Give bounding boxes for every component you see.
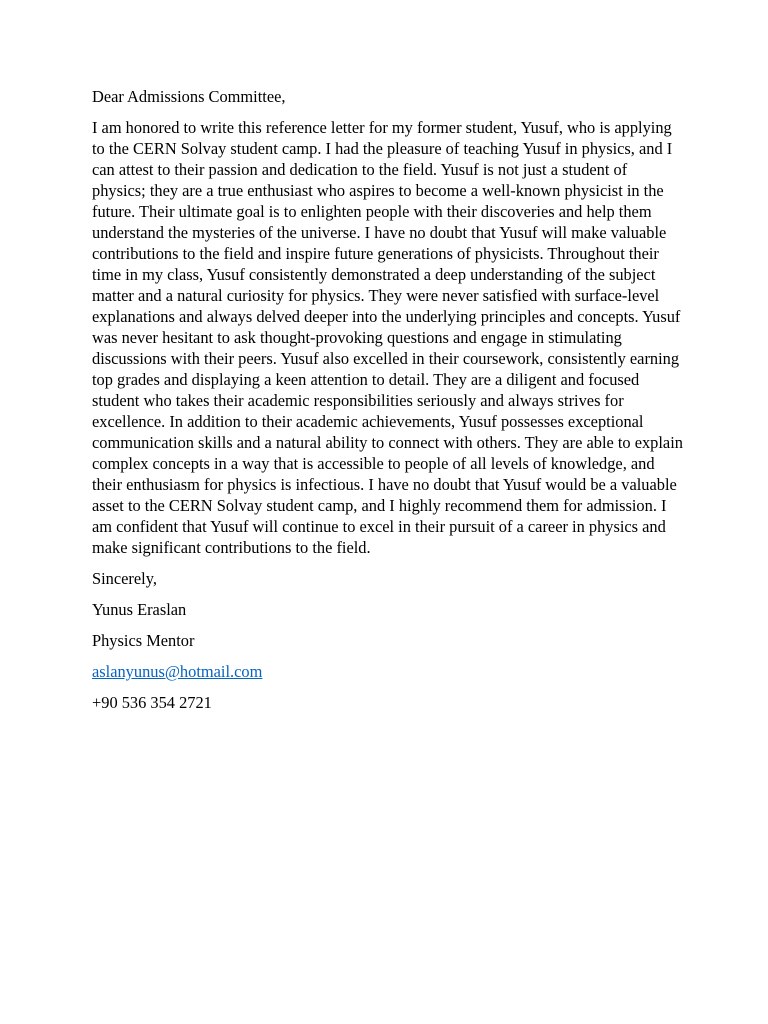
- email-paragraph: [92, 661, 684, 682]
- signer-title: Physics Mentor: [92, 631, 195, 650]
- email-link[interactable]: aslanyunus@hotmail.com: [92, 662, 263, 681]
- phone-number: +90 536 354 2721: [92, 693, 212, 712]
- letter-body: I am honored to write this reference letter for my former student, Yusuf, who is applying to the CERN Solvay student camp. I had the pleasure of teaching Yusuf in physics, and I can attest to their passion and dedication to the field. Yusuf is not just a student of physics; they are a true enthusiast who aspires to become a well-known physicist in the future. Their ultimate goal is to enlighten people with their discoveries and help them understand the mysteries of the universe. I have no doubt that Yusuf will make valuable contributions to the field and inspire future generations of physicists. Throughout their time in my class, Yusuf consistently demonstrated a deep understanding of the subject matter and a natural curiosity for physics. They were never satisfied with surface-level explanations and always delved deeper into the underlying principles and concepts. Yusuf was never hesitant to ask thought-provoking questions and engage in stimulating discussions with their peers. Yusuf also excelled in their coursework, consistently earning top grades and displaying a keen attention to detail. They are a diligent and focused student who takes their academic responsibilities seriously and always strives for excellence. In addition to their academic achievements, Yusuf possesses exceptional communication skills and a natural ability to connect with others. They are able to explain complex concepts in a way that is accessible to people of all levels of knowledge, and their enthusiasm for physics is infectious. I have no doubt that Yusuf would be a valuable asset to the CERN Solvay student camp, and I highly recommend them for admission. I am confident that Yusuf will continue to excel in their pursuit of a career in physics and make significant contributions to the field.: [92, 118, 683, 557]
- letter-closing: Sincerely,: [92, 569, 157, 588]
- letter-salutation: Dear Admissions Committee,: [92, 87, 286, 106]
- signer-name: Yunus Eraslan: [92, 600, 187, 619]
- letter-content: [92, 86, 684, 723]
